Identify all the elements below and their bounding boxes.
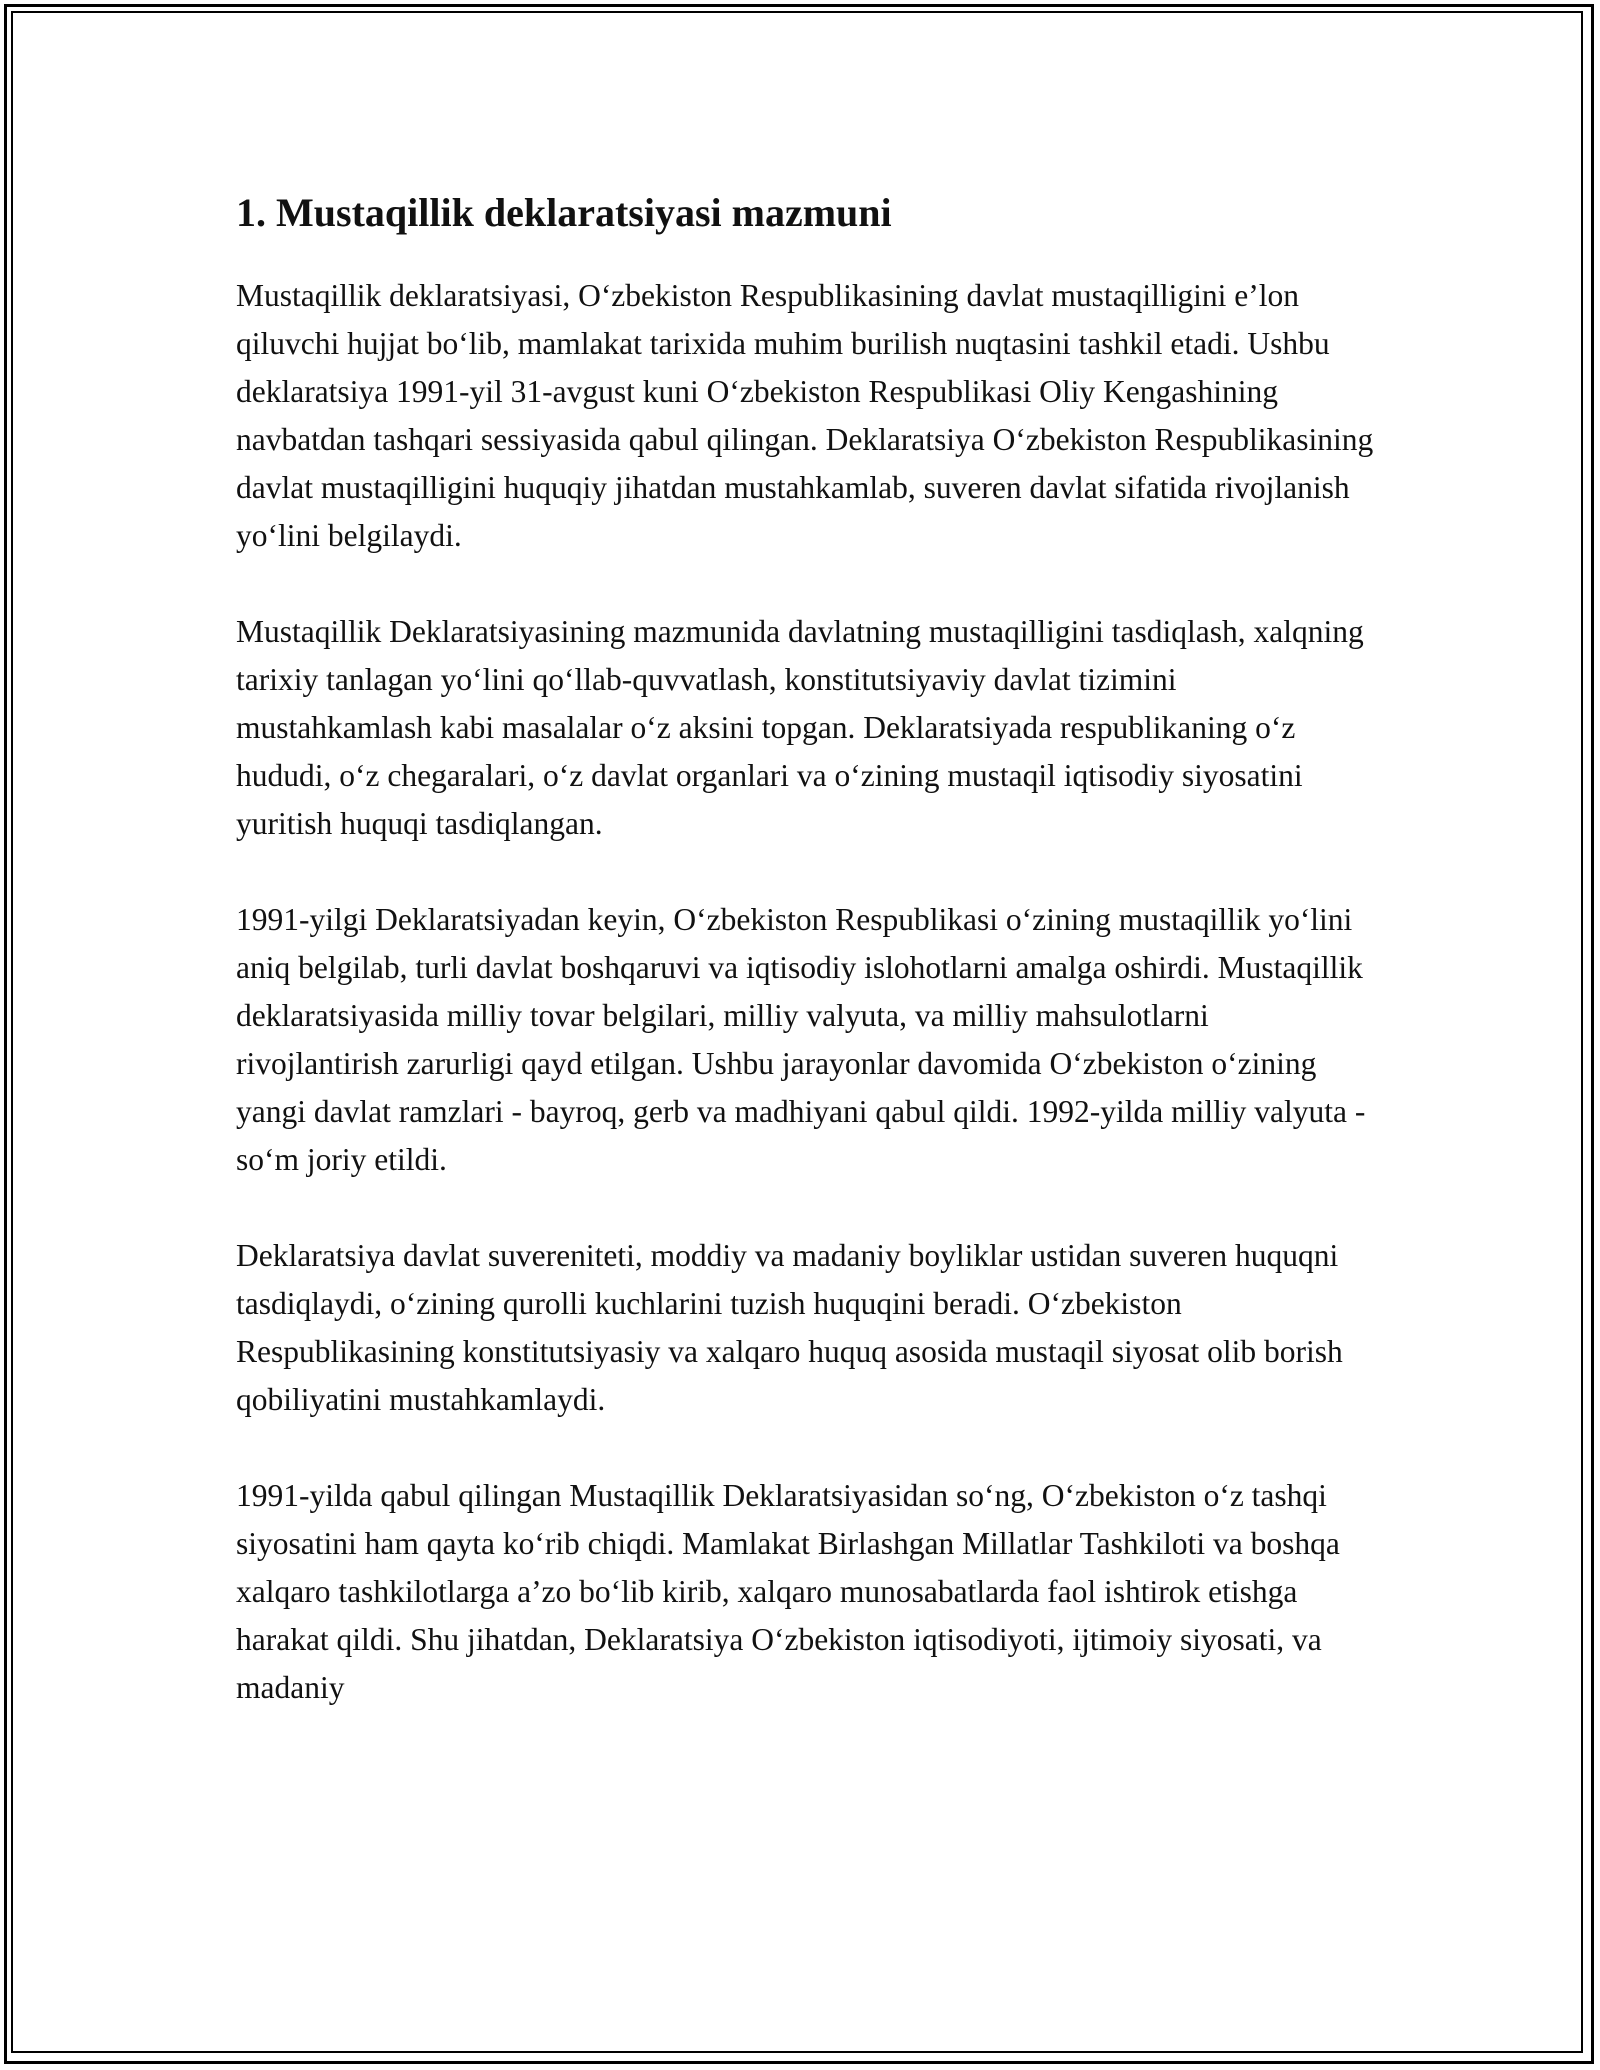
document-body: [236, 184, 1376, 1712]
paragraph-3: 1991-yilgi Deklaratsiyadan keyin, O‘zbekiston Respublikasi o‘zining mustaqillik yo‘lini aniq belgilab, turli davlat boshqaruvi va iqtisodiy islohotlarni amalga oshirdi. Mustaqillik deklaratsiyasida milliy tovar belgilari, milliy valyuta, va milliy mahsulotlarni rivojlantirish zarurligi qayd etilgan. Ushbu jarayonlar davomida O‘zbekiston o‘zining yangi davlat ramzlari - bayroq, gerb va madhiyani qabul qildi. 1992-yilda milliy valyuta - so‘m joriy etildi.: [236, 902, 1366, 1177]
paragraph-1: Mustaqillik deklaratsiyasi, O‘zbekiston Respublikasining davlat mustaqilligini e’lon qiluvchi hujjat bo‘lib, mamlakat tarixida muhim burilish nuqtasini tashkil etadi. Ushbu deklaratsiya 1991-yil 31-avgust kuni O‘zbekiston Respublikasi Oliy Kengashining navbatdan tashqari sessiyasida qabul qilingan. Deklaratsiya O‘zbekiston Respublikasining davlat mustaqilligini huquqiy jihatdan mustahkamlab, suveren davlat sifatida rivojlanish yo‘lini belgilaydi.: [236, 278, 1374, 553]
paragraph-4: Deklaratsiya davlat suvereniteti, moddiy va madaniy boyliklar ustidan suveren huquqni tasdiqlaydi, o‘zining qurolli kuchlarini tuzish huquqini beradi. O‘zbekiston Respublikasining konstitutsiyasiy va xalqaro huquq asosida mustaqil siyosat olib borish qobiliyatini mustahkamlaydi.: [236, 1238, 1343, 1417]
paragraph-2: Mustaqillik Deklaratsiyasining mazmunida davlatning mustaqilligini tasdiqlash, xalqning tarixiy tanlagan yo‘lini qo‘llab-quvvatlash, konstitutsiyaviy davlat tizimini mustahkamlash kabi masalalar o‘z aksini topgan. Deklaratsiyada respublikaning o‘z hududi, o‘z chegaralari, o‘z davlat organlari va o‘zining mustaqil iqtisodiy siyosatini yuritish huquqi tasdiqlangan.: [236, 614, 1364, 841]
paragraph-5: 1991-yilda qabul qilingan Mustaqillik Deklaratsiyasidan so‘ng, O‘zbekiston o‘z tashqi siyosatini ham qayta ko‘rib chiqdi. Mamlakat Birlashgan Millatlar Tashkiloti va boshqa xalqaro tashkilotlarga a’zo bo‘lib kirib, xalqaro munosabatlarda faol ishtirok etishga harakat qildi. Shu jihatdan, Deklaratsiya O‘zbekiston iqtisodiyoti, ijtimoiy siyosati, va madaniy: [236, 1478, 1340, 1705]
section-title: 1. Mustaqillik deklaratsiyasi mazmuni: [236, 190, 892, 235]
